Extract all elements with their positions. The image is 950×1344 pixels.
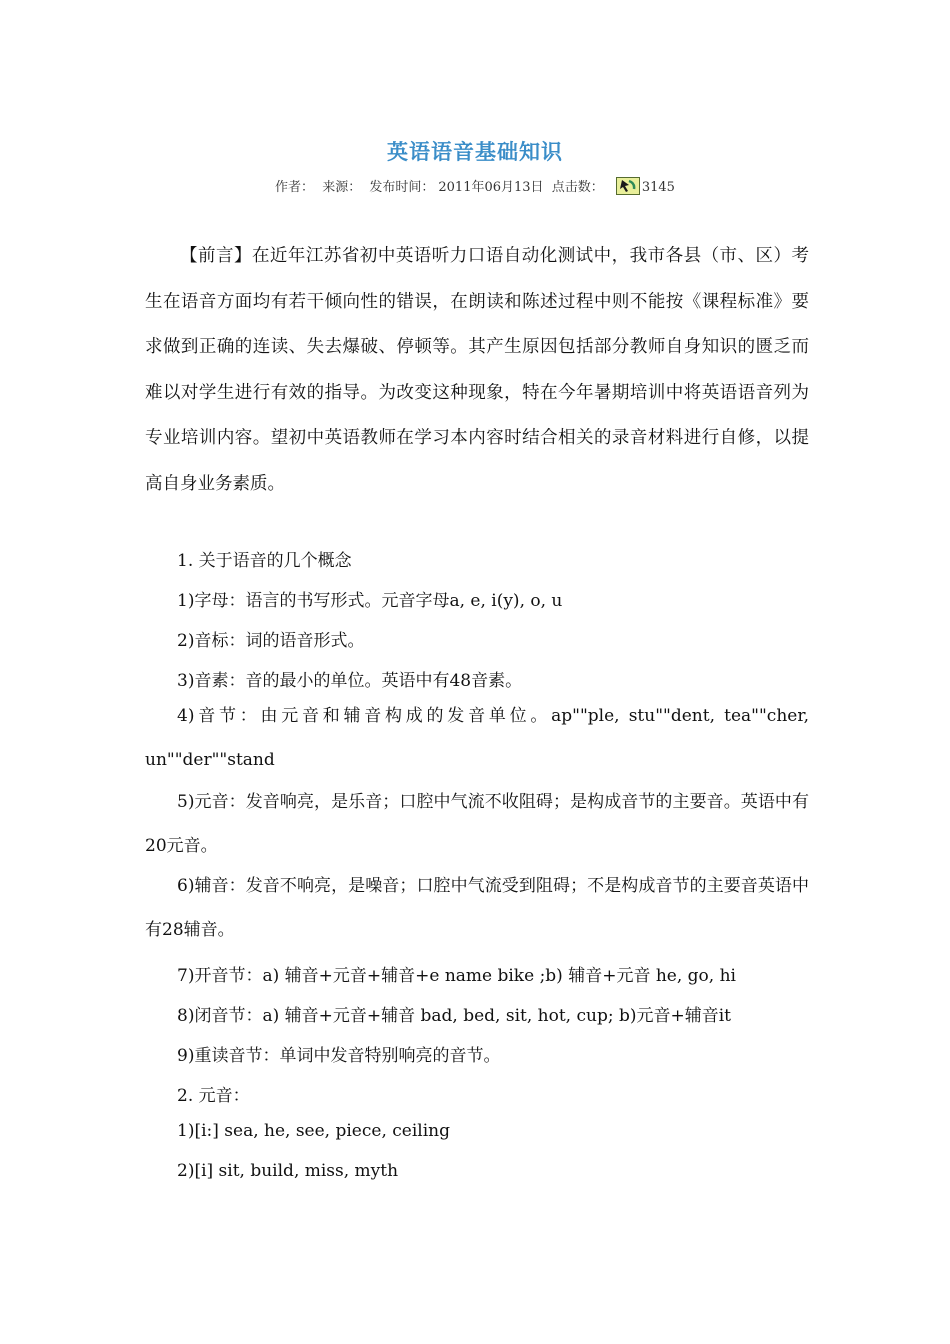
intro-paragraph: 【前言】在近年江苏省初中英语听力口语自动化测试中，我市各县（市、区）考生在语音方面均有若干倾向性的错误，在朗读和陈述过程中则不能按《课程标准》要求做到正确的连读、失去爆破、停顿等。其产生原因包括部分教师自身知识的匮乏而难以对学生进行有效的指导。为改变这种现象，特在今年暑期培训中将英语语音列为专业培训内容。望初中英语教师在学习本内容时结合相关的录音材料进行自修，以提高自身业务素质。 (145, 246, 809, 494)
concept-item-7: 7)开音节：a) 辅音+元音+辅音+e name bike ;b) 辅音+元音 he, go, hi (177, 966, 736, 986)
vowel-item-2: 2)[i] sit, build, miss, myth (177, 1161, 399, 1181)
concept-item-1: 1)字母：语言的书写形式。元音字母a, e, i(y), o, u (177, 591, 563, 611)
concept-item-4: 4)音节：由元音和辅音构成的发音单位。ap""ple, stu""dent, tea""cher, un""der""stand (145, 706, 809, 770)
concept-item-6: 6)辅音：发音不响亮，是噪音；口腔中气流受到阻碍；不是构成音节的主要音英语中有28辅音。 (145, 876, 809, 940)
concept-item-8: 8)闭音节：a) 辅音+元音+辅音 bad, bed, sit, hot, cup; b)元音+辅音it (177, 1006, 731, 1026)
date-value: 2011年06月13日 (438, 180, 544, 195)
author-label: 作者： (275, 180, 315, 195)
article-meta (0, 176, 950, 195)
concept-item-2: 2)音标：词的语音形式。 (177, 631, 365, 651)
concept-item-3: 3)音素：音的最小的单位。英语中有48音素。 (177, 671, 523, 691)
clicks-value: 3145 (641, 180, 675, 195)
click-count-icon (616, 177, 640, 195)
section-heading-1: 1. 关于语音的几个概念 (177, 551, 352, 571)
clicks-label: 点击数： (551, 180, 604, 195)
concept-item-9: 9)重读音节：单词中发音特别响亮的音节。 (177, 1046, 501, 1066)
concept-item-5: 5)元音：发音响亮，是乐音；口腔中气流不收阻碍；是构成音节的主要音。英语中有20元音。 (145, 792, 809, 856)
article-title: 英语语音基础知识 (387, 140, 563, 164)
date-label: 发布时间： (369, 180, 435, 195)
vowel-item-1: 1)[i:] sea, he, see, piece, ceiling (177, 1121, 450, 1141)
section-heading-2: 2. 元音： (177, 1086, 250, 1106)
source-label: 来源： (322, 180, 362, 195)
